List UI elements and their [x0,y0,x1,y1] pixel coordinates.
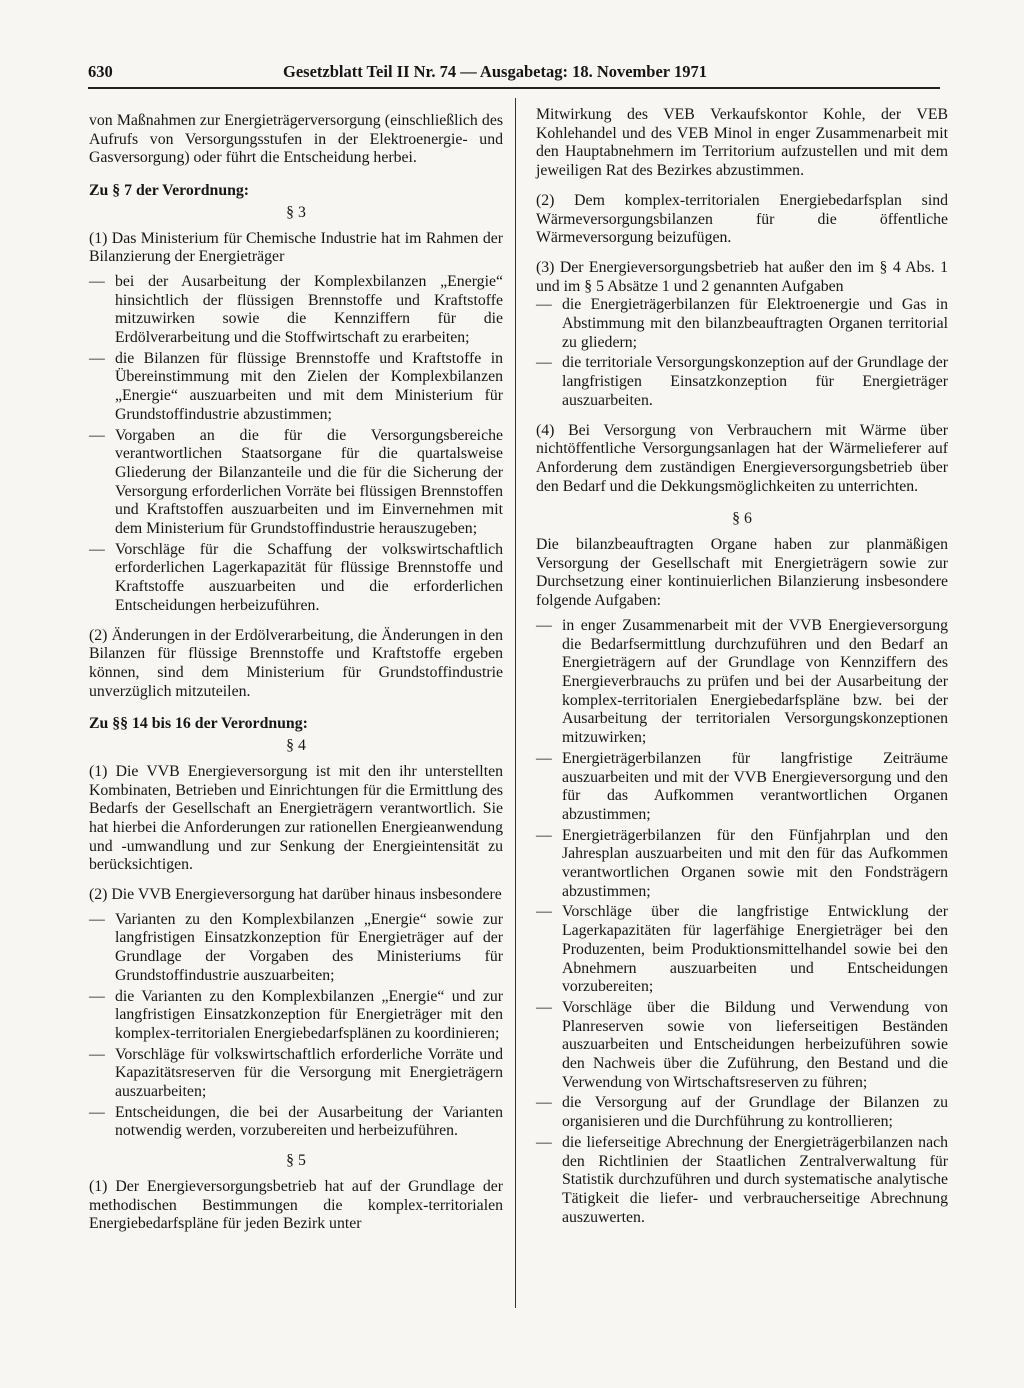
sec6-paragraph-1: Die bilanzbeauftragten Organe haben zur planmäßigen Versorgung der Gesellschaft mit Energieträgern sowie zur Durchsetzung einer kontinuierlichen Bilanzierung insbesondere folgende Aufgaben: [536,536,948,610]
column-divider [515,98,516,1308]
page-number: 630 [88,62,113,81]
sec3-paragraph-1: (1) Das Ministerium für Chemische Industrie hat im Rahmen der Bilanzierung der Energieträger [89,229,503,266]
list-item: — die Energieträgerbilanzen für Elektroenergie und Gas in Abstimmung mit den bilanzbeauftragten Organen territorial zu gliedern; [536,296,948,351]
sec5-paragraph-3: (3) Der Energieversorgungsbetrieb hat außer den im § 4 Abs. 1 und im § 5 Absätze 1 und 2 genannten Aufgaben [536,258,948,295]
sec5-paragraph-1: (1) Der Energieversorgungsbetrieb hat auf der Grundlage der methodischen Bestimmungen die komplex-territorialen Energiebedarfspläne für jeden Bezirk unter [89,1177,503,1233]
sec5-continuation: Mitwirkung des VEB Verkaufskontor Kohle, der VEB Kohlehandel und des VEB Minol in enger Zusammenarbeit mit den Hauptabnehmern im Territorium aufzustellen und mit dem jeweiligen Rat des Bezirkes abzustimmen. [536,106,948,180]
page-header [88,62,940,86]
sec3-paragraph-2: (2) Änderungen in der Erdölverarbeitung, die Änderungen in den Bilanzen für flüssige Brennstoffe und Kraftstoffe ergeben können, sind dem Ministerium für Grundstoffindustrie unverzüglich mitzuteilen. [89,626,503,700]
list-item: — Vorschläge über die langfristige Entwicklung der Lagerkapazitäten für lagerfähige Energieträger bei den Produzenten, beim Produktionsmittelhandel sowie bei den Abnehmern auszuarbeiten und Entscheidungen vorzubereiten; [536,903,948,996]
list-item: — Vorgaben an die für die Versorgungsbereiche verantwortlichen Staatsorgane für die quartalsweise Gliederung der Bilanzanteile und die für die Sicherung der Versorgung erforderlichen Vorräte bei flüssigen Brennstoffen und Kraftstoffen auszuarbeiten und im Einvernehmen mit dem Ministerium für Grundstoffindustrie herauszugeben; [89,426,503,538]
heading-verordnung-7: Zu § 7 der Verordnung: [89,182,250,200]
list-item: — Energieträgerbilanzen für langfristige Zeiträume auszuarbeiten und mit der VVB Energieversorgung und den für das Aufkommen verantwortlichen Organen abzustimmen; [536,749,948,823]
section-5-title: § 5 [286,1152,306,1170]
list-item: — die territoriale Versorgungskonzeption auf der Grundlage der langfristigen Einsatzkonzeption für Energieträger auszuarbeiten. [536,354,948,409]
list-item: — Vorschläge über die Bildung und Verwendung von Planreserven sowie von lieferseitigen Beständen auszuarbeiten und Entscheidungen herbeizuführen sowie den Nachweis über die Zuführung, den Bestand und die Verwendung von Wirtschaftsreserven zu führen; [536,998,948,1091]
section-3-title: § 3 [286,203,306,221]
intro-paragraph: von Maßnahmen zur Energieträgerversorgung (einschließlich des Aufrufs von Versorgungsstufen in der Elektroenergie- und Gasversorgung) oder führt die Entscheidung herbei. [89,112,503,167]
list-item: — die Bilanzen für flüssige Brennstoffe und Kraftstoffe in Übereinstimmung mit den Zielen der Komplexbilanzen „Energie“ auszuarbeiten und mit dem Ministerium für Grundstoffindustrie abzustimmen; [89,349,503,423]
list-item: — Energieträgerbilanzen für den Fünfjahrplan und den Jahresplan auszuarbeiten und mit den für das Aufkommen verantwortlichen Organen sowie mit den Fondsträgern abzustimmen; [536,826,948,900]
section-6-title: § 6 [732,510,752,528]
list-item: — Vorschläge für volkswirtschaftlich erforderliche Vorräte und Kapazitätsreserven für die Versorgung mit Energieträgern auszuarbeiten; [89,1045,503,1101]
sec3-list [89,273,503,616]
sec4-paragraph-2: (2) Die VVB Energieversorgung hat darüber hinaus insbesondere [89,886,502,904]
list-item: — Entscheidungen, die bei der Ausarbeitung der Varianten notwendig werden, vorzubereiten und herbeizuführen. [89,1103,503,1140]
header-title: Gesetzblatt Teil II Nr. 74 — Ausgabetag: 18. November 1971 [283,62,707,81]
list-item: — bei der Ausarbeitung der Komplexbilanzen „Energie“ hinsichtlich der flüssigen Brennstoffe und Kraftstoffe mitzuwirken sowie die Kennziffern für die Erdölverarbeitung und die Stoffwirtschaft zu erarbeiten; [89,272,503,347]
list-item: — die Versorgung auf der Grundlage der Bilanzen zu organisieren und die Durchführung zu kontrollieren; [536,1094,948,1131]
list-item: — in enger Zusammenarbeit mit der VVB Energieversorgung die Bedarfsermittlung durchzuführen und den Bedarf an Energieträgern auf der Grundlage von Kennziffern des Energieverbrauchs zu prüfen und bei der Ausarbeitung der komplex-territorialen Energiebedarfspläne bzw. bei der Ausarbeitung der territorialen Versorgungskonzeptionen mitzuwirken; [536,616,948,747]
sec6-list [536,617,948,1228]
sec5-paragraph-4: (4) Bei Versorgung von Verbrauchern mit Wärme über nichtöffentliche Versorgungsanlagen hat der Wärmelieferer auf Anforderung dem zuständigen Energieversorgungsbetrieb über den Bedarf und die Dekkungsmöglichkeiten zu unterrichten. [536,421,948,495]
list-item: — die Varianten zu den Komplexbilanzen „Energie“ und zur langfristigen Einsatzkonzeption für Energieträger mit den komplex-territorialen Energiebedarfsplänen zu koordinieren; [89,987,503,1042]
sec4-paragraph-1: (1) Die VVB Energieversorgung ist mit den ihr unterstellten Kombinaten, Betrieben und Einrichtungen für die Ermittlung des Bedarfs der Gesellschaft an Energieträgern verantwortlich. Sie hat hierbei die Anforderungen zur rationellen Energieanwendung und -umwandlung und zur Senkung der Energieintensität zu berücksichtigen. [89,762,503,874]
header-rule [88,87,940,89]
right-column [536,106,948,1238]
heading-verordnung-14-16: Zu §§ 14 bis 16 der Verordnung: [89,715,308,733]
sec5-paragraph-2: (2) Dem komplex-territorialen Energiebedarfsplan sind Wärmeversorgungsbilanzen für die öffentliche Wärmeversorgung beizufügen. [536,191,948,247]
section-4-title: § 4 [286,737,306,755]
list-item: — Vorschläge für die Schaffung der volkswirtschaftlich erforderlichen Lagerkapazität für flüssige Brennstoffe und Kraftstoffe auszuarbeiten und die erforderlichen Entscheidungen herbeizuführen. [89,540,503,614]
sec4-list [89,911,503,1141]
left-column [89,112,503,1234]
sec5-list [536,296,948,410]
list-item: — Varianten zu den Komplexbilanzen „Energie“ sowie zur langfristigen Einsatzkonzeption für Energieträger auf der Grundlage der Vorgaben des Ministeriums für Grundstoffindustrie auszuarbeiten; [89,910,503,984]
list-item: — die lieferseitige Abrechnung der Energieträgerbilanzen nach den Richtlinien der Staatlichen Zentralverwaltung für Statistik durchzuführen und durch systematische analytische Tätigkeit die liefer- und verbraucherseitige Abrechnung auszuwerten. [536,1133,948,1226]
